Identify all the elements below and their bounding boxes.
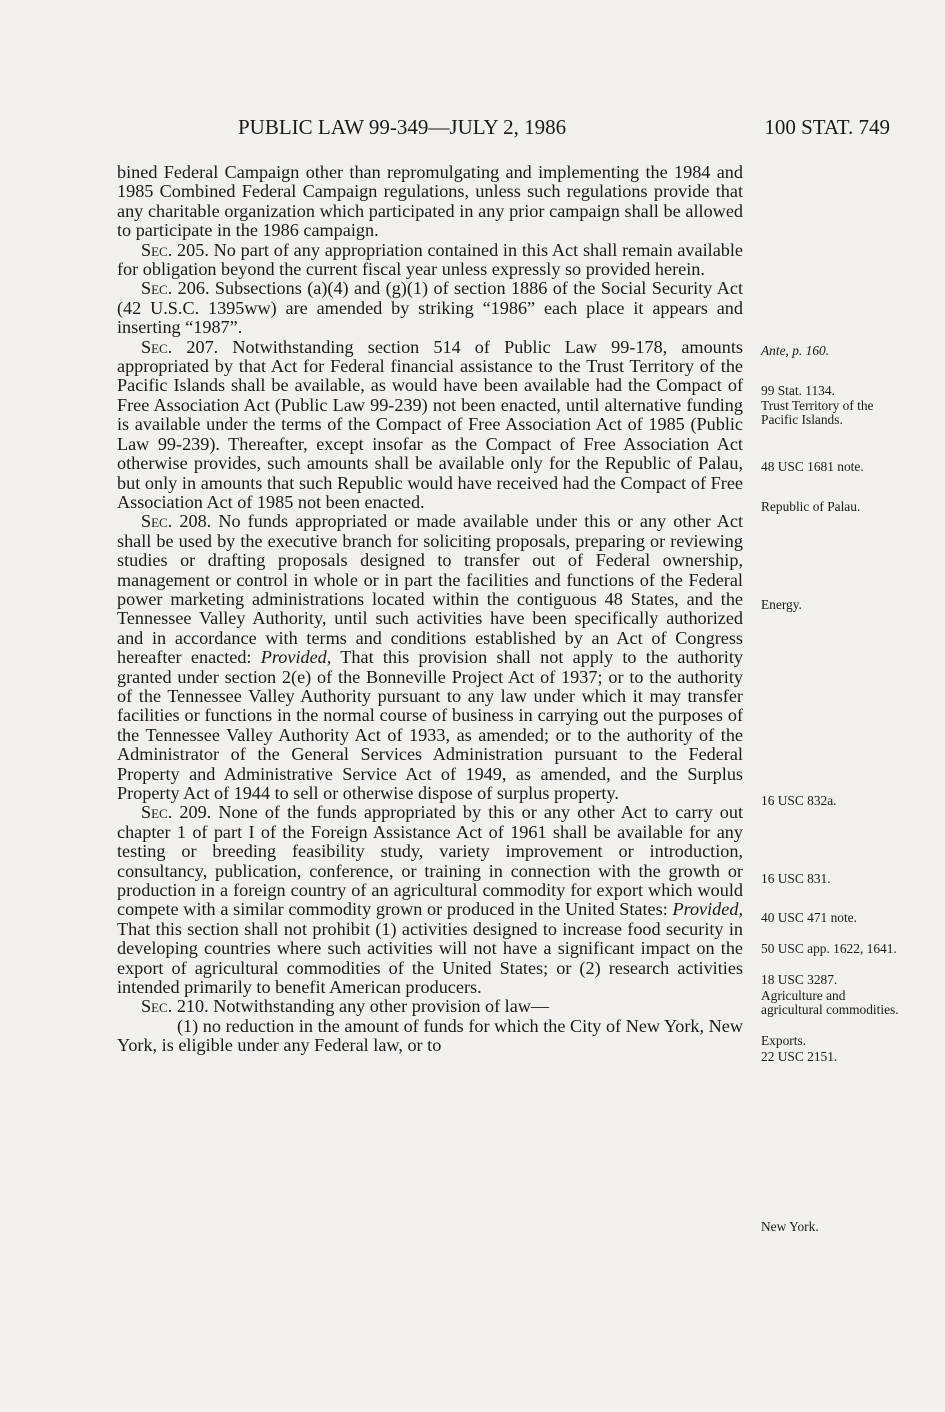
- section-208: [117, 512, 743, 803]
- section-text: Notwithstanding section 514 of Public Law 99-178, amounts appropriated by that Act for Federal financial assistance to the Trust Territory of the Pacific Islands shall be available, as would have been available had the Compact of Free Association Act (Public Law 99-239) not been enacted, until alternative funding is available under the terms of the Compact of Free Association Act of 1985 (Public Law 99-239). Thereafter, except insofar as the Compact of Free Association Act otherwise provides, such amounts shall be available only for the Republic of Palau, but only in amounts that such Republic would have received had the Compact of Free Association Act of 1985 not been enacted.: [117, 336, 743, 512]
- section-text: None of the funds appropriated by this or any other Act to carry out chapter 1 of part I of the Foreign Assistance Act of 1961 shall be available for any testing or breeding feasibility study, variety improvement or introduction, consultancy, publication, conference, or training in connection with the growth or production in a foreign country of an agricultural commodity for export which would compete with a similar commodity grown or produced in the United States:: [117, 802, 744, 920]
- section-text: Subsections (a)(4) and (g)(1) of section 1886 of the Social Security Act (42 U.S.C. 1395ww) are amended by striking “1986” each place it appears and inserting “1987”.: [117, 278, 744, 338]
- section-209: [117, 803, 743, 997]
- proviso: Provided,: [672, 899, 743, 920]
- proviso: Provided,: [260, 647, 332, 668]
- section-207: [117, 338, 743, 513]
- section-210-paragraph-1: (1) no reduction in the amount of funds for which the City of New York, New York, is eligible under any Federal law, or to: [117, 1015, 743, 1056]
- margin-note-agriculture: Agriculture and agricultural commodities.: [761, 988, 899, 1017]
- continued-paragraph: bined Federal Campaign other than repromulgating and implementing the 1984 and 1985 Combined Federal Campaign regulations, unless such regulations provide that any charitable organization which participated in any prior campaign shall be allowed to participate in the 1986 campaign.: [117, 162, 743, 241]
- section-text: Notwithstanding any other provision of law—: [208, 996, 550, 1017]
- margin-note-40-usc-471: 40 USC 471 note.: [761, 910, 857, 925]
- running-head: [238, 115, 890, 145]
- margin-note-stat-1134: 99 Stat. 1134.: [761, 383, 835, 398]
- margin-note-18-usc-3287: 18 USC 3287.: [761, 972, 838, 987]
- section-text: That this provision shall not apply to the authority granted under section 2(e) of the Bonneville Project Act of 1937; or to the authority of the Tennessee Valley Authority pursuant to any law under which it may transfer facilities or functions in the normal course of business in carrying out the purposes of the Tennessee Valley Authority Act of 1933, as amended; or to the authority of the Administrator of the General Services Administration pursuant to the Federal Property and Administrative Service Act of 1949, as amended, and the Surplus Property Act of 1944 to sell or otherwise dispose of surplus property.: [117, 647, 743, 803]
- section-210: [117, 997, 743, 1016]
- margin-note-22-usc-2151: 22 USC 2151.: [761, 1049, 838, 1064]
- law-title: PUBLIC LAW 99-349—JULY 2, 1986: [238, 115, 567, 139]
- margin-note-16-usc-832a: 16 USC 832a.: [761, 793, 837, 808]
- section-label: Sec. 205.: [141, 239, 209, 260]
- section-205: [117, 241, 743, 280]
- section-label: Sec. 207.: [141, 336, 219, 357]
- margin-note-48-usc-1681: 48 USC 1681 note.: [761, 459, 864, 474]
- margin-note-ante: Ante, p. 160.: [761, 343, 830, 358]
- section-label: Sec. 209.: [141, 802, 212, 823]
- margin-note-trust-territory: Trust Territory of the Pacific Islands.: [761, 398, 874, 427]
- section-206: [117, 279, 743, 337]
- section-label: Sec. 206.: [141, 278, 210, 299]
- section-label: Sec. 210.: [141, 996, 209, 1017]
- margin-note-palau: Republic of Palau.: [761, 499, 861, 514]
- section-text: No part of any appropriation contained in this Act shall remain available for obligation beyond the current fiscal year unless expressly so provided herein.: [117, 239, 743, 280]
- margin-note-50-usc-1622: 50 USC app. 1622, 1641.: [761, 941, 897, 956]
- body-text: [117, 163, 743, 1056]
- margin-note-energy: Energy.: [761, 597, 802, 612]
- margin-note-16-usc-831: 16 USC 831.: [761, 871, 831, 886]
- section-text: That this section shall not prohibit (1) activities designed to increase food security in developing countries where such activities will not have a significant impact on the export of agricultural commodities of the United States; or (2) research activities intended primarily to benefit American producers.: [117, 918, 743, 998]
- margin-note-exports: Exports.: [761, 1033, 807, 1048]
- section-label: Sec. 208.: [141, 511, 212, 532]
- stat-reference: 100 STAT. 749: [764, 115, 890, 139]
- margin-note-new-york: New York.: [761, 1219, 819, 1234]
- section-text: No funds appropriated or made available under this or any other Act shall be used by the executive branch for soliciting proposals, preparing or reviewing studies or drafting proposals designed to transfer out of Federal ownership, management or control in whole or in part the facilities and functions of the Federal power marketing administrations located within the contiguous 48 States, and the Tennessee Valley Authority, until such activities have been specifically authorized and in accordance with terms and conditions established by an Act of Congress hereafter enacted:: [117, 511, 743, 668]
